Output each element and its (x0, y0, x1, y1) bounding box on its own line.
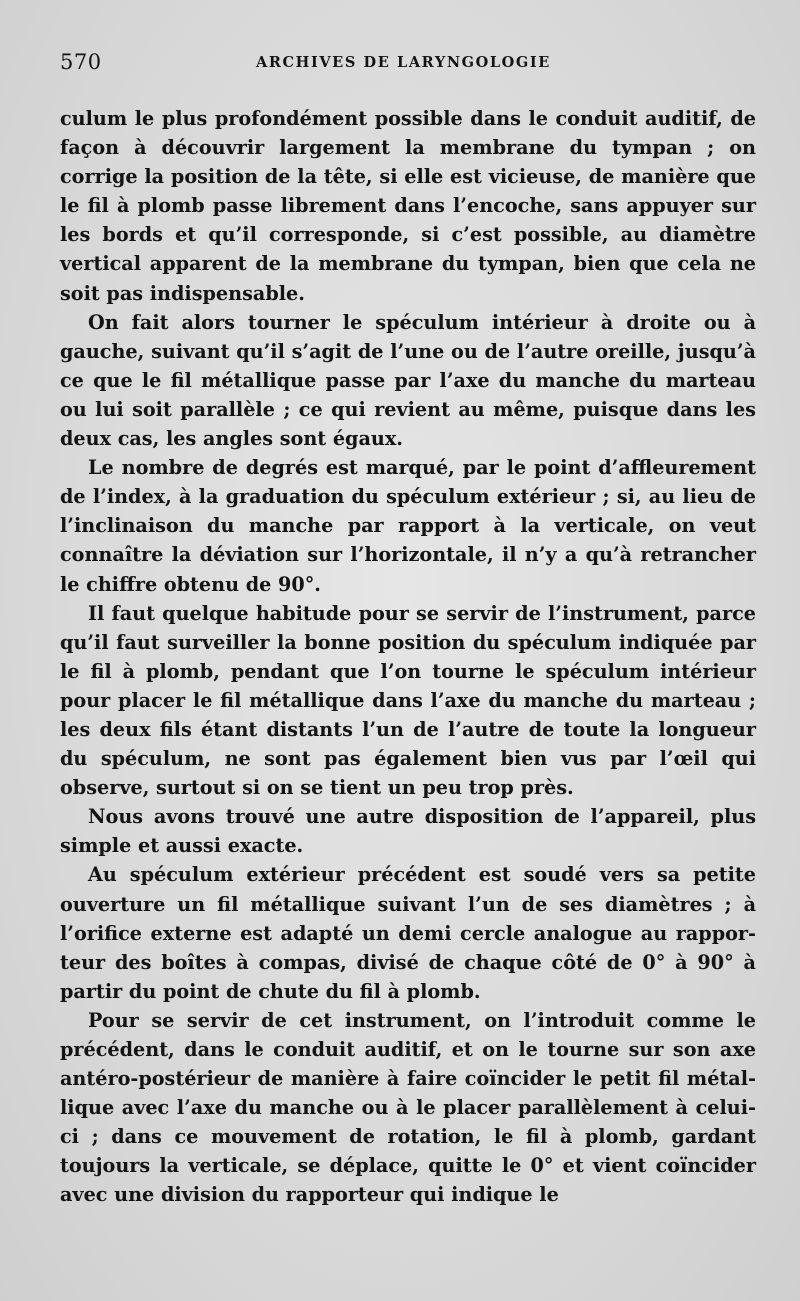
paragraph: On fait alors tourner le spéculum intérieur à droite ou à gauche, suivant qu’il s’agit de l’une ou de l’autre oreille, jusqu’à ce que le fil métallique passe par l’axe du manche du marteau ou lui soit parallèle ; ce qui revient au même, puisque dans les deux cas, les angles sont égaux. (60, 310, 756, 451)
paragraph-continued: culum le plus profondément possible dans le conduit auditif, de façon à découvrir largement la membrane du tympan ; on corrige la position de la tête, si elle est vicieuse, de manière que le fil à plomb passe librement dans l’encoche, sans appuyer sur les bords et qu’il corresponde, si c’est possible, au diamètre vertical apparent de la membrane du tympan, bien que cela ne soit pas indispensable. (60, 107, 756, 305)
paragraph: Pour se servir de cet instrument, on l’introduit comme le précédent, dans le conduit auditif, et on le tourne sur son axe antéro-postérieur de manière à faire coïncider le petit fil métallique avec l’axe du manche ou à le placer parallèlement à celui-ci ; dans ce mouvement de rotation, le fil à plomb, gardant toujours la verticale, se déplace, quitte le 0° et vient coïncider avec une division du rapporteur qui indique le (60, 1008, 756, 1207)
page-header (60, 44, 760, 80)
page-number: 570 (60, 50, 102, 74)
body-text (60, 104, 756, 1210)
paragraph: Au spéculum extérieur précédent est soudé vers sa petite ouverture un fil métallique suivant l’un de ses diamètres ; à l’orifice externe est adapté un demi cercle analogue au rapporteur des boîtes à compas, divisé de chaque côté de 0° à 90° à partir du point de chute du fil à plomb. (60, 863, 756, 1003)
paragraph: Le nombre de degrés est marqué, par le point d’affleurement de l’index, à la graduation du spéculum extérieur ; si, au lieu de l’inclinaison du manche par rapport à la verticale, on veut connaître la déviation sur l’horizontale, il n’y a qu’à retrancher le chiffre obtenu de 90°. (60, 456, 756, 596)
paragraph: Il faut quelque habitude pour se servir de l’instrument, parce qu’il faut surveiller la bonne position du spéculum indiquée par le fil à plomb, pendant que l’on tourne le spéculum intérieur pour placer le fil métallique dans l’axe du manche du marteau ; les deux fils étant distants l’un de l’autre de toute la longueur du spéculum, ne sont pas également bien vus par l’œil qui observe, surtout si on se tient un peu trop près. (60, 601, 756, 800)
running-title: ARCHIVES DE LARYNGOLOGIE (256, 54, 551, 71)
paragraph: Nous avons trouvé une autre disposition de l’appareil, plus simple et aussi exacte. (60, 805, 756, 858)
